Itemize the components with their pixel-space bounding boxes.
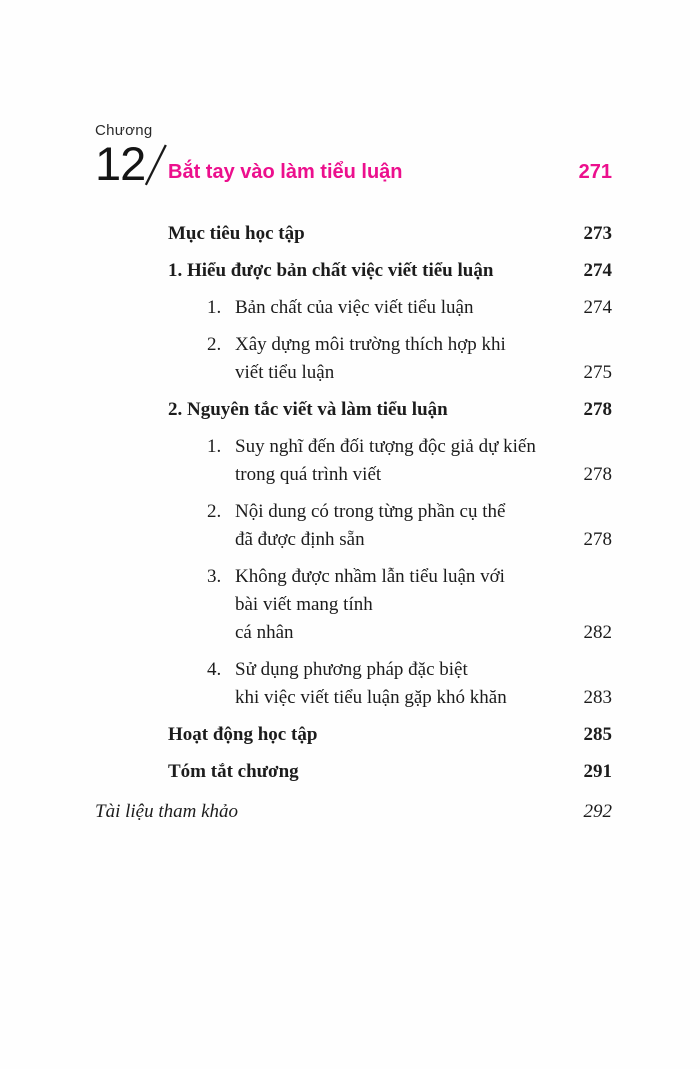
toc-entry-text: đã được định sẵn: [235, 529, 365, 550]
toc-entry-lines: [168, 721, 570, 749]
toc-entry-text: Hoạt động học tập: [168, 724, 318, 745]
toc-entry-lines: [235, 656, 570, 712]
toc-entry-page-number: 283: [583, 687, 612, 708]
toc-entry-page-number: 278: [583, 399, 612, 420]
toc-entry-number: 2.: [207, 334, 222, 355]
toc-entry: [207, 498, 612, 554]
chapter-title-row: [168, 161, 612, 188]
toc-entry-text: Tài liệu tham khảo: [95, 801, 239, 822]
toc-entry-page-number: 292: [583, 801, 612, 822]
toc-entry-text: Suy nghĩ đến đối tượng độc giả dự kiến: [235, 436, 536, 457]
toc-entry-number: 1.: [207, 297, 222, 318]
toc-entry-text: Bản chất của việc viết tiểu luận: [235, 297, 474, 318]
chapter-number: 12: [95, 137, 146, 190]
toc-entry: [207, 563, 612, 647]
toc-entry-text: khi việc viết tiểu luận gặp khó khăn: [235, 687, 507, 708]
toc-entry: [207, 656, 612, 712]
toc-entry-page-number: 274: [583, 260, 612, 281]
toc-entry-text: cá nhân: [235, 622, 294, 643]
toc-entry-lines: [168, 758, 570, 786]
toc-entry-page-number: 278: [583, 529, 612, 550]
toc-entry-lines: [235, 563, 570, 647]
toc-entry-number: 3.: [207, 566, 222, 587]
toc-entry-text: Mục tiêu học tập: [168, 223, 305, 244]
toc-entry: [207, 294, 612, 322]
toc-entry: [95, 798, 612, 826]
toc-entry-text: 2. Nguyên tắc viết và làm tiểu luận: [168, 399, 448, 420]
toc-entry: [168, 758, 612, 786]
toc-entry-page-number: 278: [583, 464, 612, 485]
toc-entry-number: 1.: [207, 436, 222, 457]
toc-entry: [168, 721, 612, 749]
toc-entry-number: 4.: [207, 659, 222, 680]
toc-entry-page-number: 274: [583, 297, 612, 318]
toc-entry-lines: [235, 498, 570, 554]
toc-entry-text: Xây dựng môi trường thích hợp khi: [235, 334, 506, 355]
toc-entry-text: Không được nhầm lẫn tiểu luận với: [235, 566, 505, 587]
toc-entry-lines: [235, 294, 570, 322]
toc-entry-lines: [95, 798, 570, 826]
toc-entry: [168, 396, 612, 424]
chapter-header: [95, 0, 612, 188]
toc-entry-page-number: 285: [583, 724, 612, 745]
chapter-label: Chương: [95, 122, 153, 139]
toc-entry-lines: [235, 331, 570, 387]
toc-entry-page-number: 291: [583, 761, 612, 782]
toc-entry-text: trong quá trình viết: [235, 464, 382, 485]
toc-entry: [207, 331, 612, 387]
toc-entry-lines: [168, 220, 570, 248]
toc-list: [95, 220, 612, 826]
toc-entry-text: viết tiểu luận: [235, 362, 335, 383]
chapter-number-block: [95, 122, 168, 188]
chapter-title: Bắt tay vào làm tiểu luận: [168, 161, 403, 183]
toc-entry-text: Tóm tắt chương: [168, 761, 299, 782]
chapter-number-row: [95, 137, 168, 190]
toc-entry-lines: [168, 396, 570, 424]
toc-entry-text: Sử dụng phương pháp đặc biệt: [235, 659, 468, 680]
toc-entry-page-number: 275: [583, 362, 612, 383]
toc-entry-lines: [168, 257, 570, 285]
toc-entry-lines: [235, 433, 570, 489]
toc-entry: [168, 220, 612, 248]
toc-entry-number: 2.: [207, 501, 222, 522]
toc-entry: [168, 257, 612, 285]
toc-entry-text: bài viết mang tính: [235, 594, 373, 615]
toc-entry: [207, 433, 612, 489]
toc-entry-text: Nội dung có trong từng phần cụ thể: [235, 501, 506, 522]
toc-entry-text: 1. Hiểu được bản chất việc viết tiểu luận: [168, 260, 494, 281]
chapter-page-number: 271: [578, 161, 612, 183]
toc-entry-page-number: 273: [583, 223, 612, 244]
slash-icon: [143, 141, 168, 187]
toc-entry-page-number: 282: [583, 622, 612, 643]
